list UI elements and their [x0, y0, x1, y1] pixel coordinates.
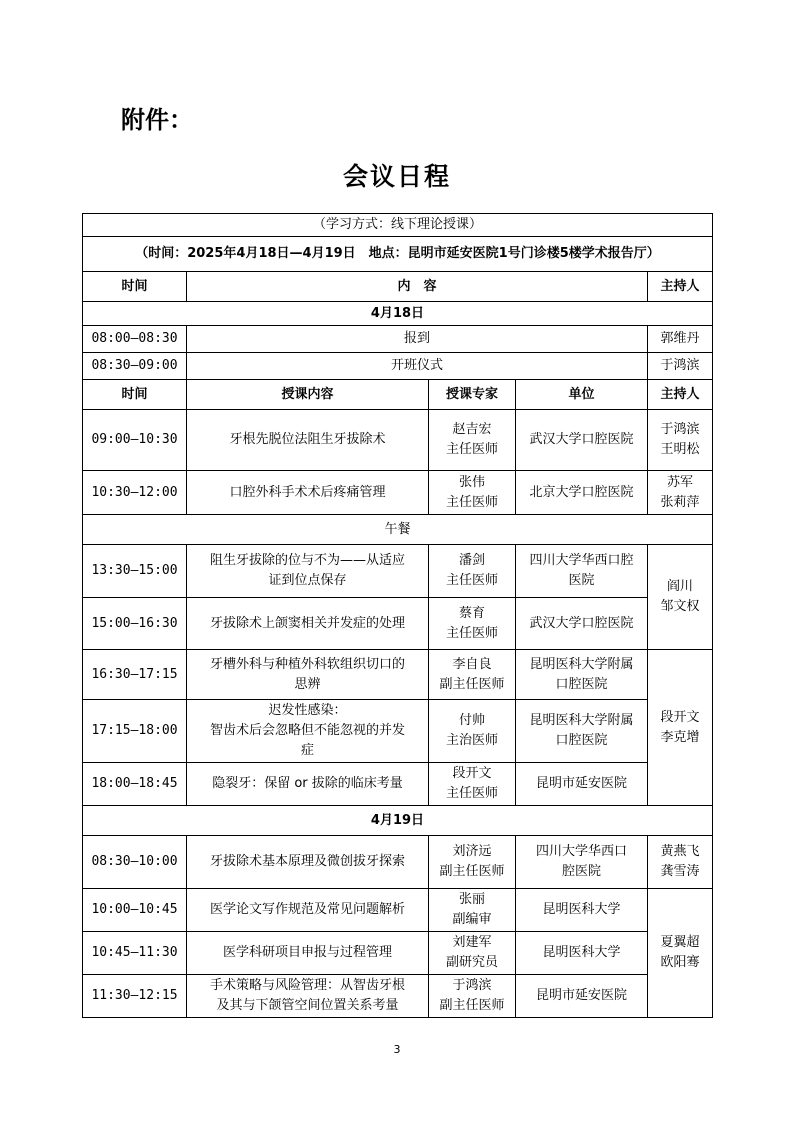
- session-host: [648, 836, 713, 889]
- host-name: 苏军: [666, 474, 693, 490]
- table-row: [83, 326, 713, 353]
- learning-mode-row: [83, 214, 713, 237]
- header-host: 主持人: [648, 380, 713, 410]
- session-unit: 武汉大学口腔医院: [516, 410, 648, 471]
- session-expert: [429, 410, 516, 471]
- header-host: 主持人: [648, 272, 713, 302]
- session-time: 16:30—17:15: [83, 650, 187, 700]
- expert-name: 潘剑: [458, 553, 485, 568]
- date-row: [83, 806, 713, 836]
- expert-title: 主任医师: [445, 573, 498, 588]
- session-content: 报到: [187, 326, 648, 353]
- table-row: [83, 353, 713, 380]
- session-time: 11:30—12:15: [83, 975, 187, 1018]
- session-unit: [516, 836, 648, 889]
- session-host: 于鸿滨: [648, 353, 713, 380]
- session-time: 17:15—18:00: [83, 700, 187, 763]
- session-content: 开班仪式: [187, 353, 648, 380]
- unit-line: 昆明医科大学附属: [529, 713, 634, 728]
- header-lecture: 授课内容: [187, 380, 429, 410]
- session-host: [648, 650, 713, 806]
- expert-name: 刘建军: [452, 935, 492, 950]
- host-name: 张莉萍: [660, 494, 700, 510]
- session-unit: 武汉大学口腔医院: [516, 598, 648, 650]
- session-unit: [516, 700, 648, 763]
- session-time: 08:30—09:00: [83, 353, 187, 380]
- content-line: 迟发性感染：: [268, 703, 347, 718]
- appendix-label: 附件：: [121, 106, 193, 134]
- host-name: 阎川: [666, 579, 693, 594]
- header-content: 内 容: [187, 272, 648, 302]
- unit-line: 口腔医院: [555, 733, 608, 748]
- event-info-row: [83, 237, 713, 272]
- unit-line: 口腔医院: [555, 676, 608, 692]
- session-expert: [429, 763, 516, 806]
- expert-name: 段开文: [452, 766, 492, 781]
- header-unit: 单位: [516, 380, 648, 410]
- expert-name: 赵吉宏: [452, 422, 492, 437]
- unit-line: 昆明医科大学附属: [529, 656, 634, 672]
- session-time: 08:00—08:30: [83, 326, 187, 353]
- session-content: [187, 700, 429, 763]
- session-time: 10:00—10:45: [83, 889, 187, 932]
- expert-title: 副主任医师: [439, 864, 505, 879]
- host-name: 于鸿滨: [660, 422, 700, 437]
- page-number: 3: [393, 1043, 401, 1056]
- session-unit: 昆明医科大学: [516, 932, 648, 975]
- unit-line: 医院: [568, 573, 595, 588]
- host-name: 欧阳骞: [660, 955, 700, 970]
- header-time: 时间: [83, 380, 187, 410]
- expert-title: 副研究员: [445, 955, 498, 970]
- header-time: 时间: [83, 272, 187, 302]
- session-expert: [429, 975, 516, 1018]
- table-row: [83, 932, 713, 975]
- session-time: 15:00—16:30: [83, 598, 187, 650]
- unit-line: 腔医院: [561, 864, 601, 879]
- table-row: [83, 836, 713, 889]
- content-line: 手术策略与风险管理：从智齿牙根: [209, 978, 405, 993]
- header-row-1: [83, 272, 713, 302]
- session-expert: [429, 700, 516, 763]
- event-info: （时间：2025年4月18日—4月19日 地点：昆明市延安医院1号门诊楼5楼学术报告厅）: [83, 237, 713, 272]
- session-expert: [429, 471, 516, 515]
- session-unit: 北京大学口腔医院: [516, 471, 648, 515]
- session-expert: [429, 889, 516, 932]
- table-row: [83, 471, 713, 515]
- session-time: 18:00—18:45: [83, 763, 187, 806]
- expert-name: 付帅: [458, 713, 485, 728]
- expert-name: 刘济远: [452, 844, 492, 859]
- content-line: 智齿术后会忽略但不能忽视的并发: [209, 723, 405, 738]
- table-row: [83, 975, 713, 1018]
- host-name: 李克增: [660, 729, 700, 745]
- session-host: [648, 545, 713, 650]
- unit-line: 四川大学华西口腔: [529, 553, 634, 568]
- content-line: 症: [300, 743, 314, 758]
- content-line: 牙槽外科与种植外科软组织切口的: [209, 656, 405, 672]
- expert-name: 张伟: [458, 474, 485, 490]
- session-content: 牙根先脱位法阻生牙拔除术: [187, 410, 429, 471]
- session-content: 隐裂牙：保留 or 拔除的临床考量: [187, 763, 429, 806]
- session-time: 08:30—10:00: [83, 836, 187, 889]
- expert-title: 主任医师: [445, 494, 498, 510]
- unit-line: 四川大学华西口: [535, 844, 627, 859]
- session-time: 10:30—12:00: [83, 471, 187, 515]
- session-expert: [429, 932, 516, 975]
- host-name: 黄燕飞: [660, 844, 700, 859]
- session-content: 牙拔除术上颌窦相关并发症的处理: [187, 598, 429, 650]
- expert-title: 主任医师: [445, 625, 498, 641]
- table-row: [83, 763, 713, 806]
- session-content: 牙拔除术基本原理及微创拔牙探索: [187, 836, 429, 889]
- lunch-break: 午餐: [83, 515, 713, 545]
- expert-title: 副编审: [452, 912, 492, 927]
- content-line: 及其与下颌管空间位置关系考量: [216, 998, 399, 1013]
- expert-name: 李自良: [452, 656, 492, 672]
- schedule-table: [82, 213, 713, 1018]
- header-row-2: [83, 380, 713, 410]
- session-content: [187, 545, 429, 598]
- session-content: 医学论文写作规范及常见问题解析: [187, 889, 429, 932]
- session-content: [187, 650, 429, 700]
- header-expert: 授课专家: [429, 380, 516, 410]
- table-row: [83, 545, 713, 598]
- host-name: 段开文: [660, 709, 700, 725]
- session-unit: 昆明医科大学: [516, 889, 648, 932]
- expert-name: 蔡育: [458, 605, 485, 621]
- date-day1: 4月18日: [83, 302, 713, 326]
- table-row: [83, 650, 713, 700]
- host-name: 夏翼超: [660, 935, 700, 950]
- session-content: 口腔外科手术术后疼痛管理: [187, 471, 429, 515]
- session-expert: [429, 598, 516, 650]
- host-name: 龚雪涛: [660, 864, 700, 879]
- session-content: 医学科研项目申报与过程管理: [187, 932, 429, 975]
- expert-name: 张丽: [458, 892, 485, 907]
- expert-title: 副主任医师: [439, 998, 505, 1013]
- session-time: 13:30—15:00: [83, 545, 187, 598]
- table-row: [83, 410, 713, 471]
- content-line: 阻生牙拔除的位与不为——从适应: [209, 553, 405, 568]
- session-expert: [429, 836, 516, 889]
- expert-title: 主任医师: [445, 442, 498, 457]
- expert-title: 主任医师: [445, 786, 498, 801]
- session-host: 郭维丹: [648, 326, 713, 353]
- session-unit: 昆明市延安医院: [516, 975, 648, 1018]
- session-unit: 昆明市延安医院: [516, 763, 648, 806]
- expert-title: 主治医师: [445, 733, 498, 748]
- content-line: 思辨: [294, 676, 321, 692]
- expert-name: 于鸿滨: [452, 978, 492, 993]
- session-host: [648, 410, 713, 471]
- session-host: [648, 889, 713, 1018]
- table-row: [83, 700, 713, 763]
- page-title: 会议日程: [342, 162, 451, 191]
- session-time: 09:00—10:30: [83, 410, 187, 471]
- lunch-row: [83, 515, 713, 545]
- table-row: [83, 889, 713, 932]
- learning-mode: （学习方式：线下理论授课）: [83, 214, 713, 237]
- content-line: 证到位点保存: [268, 573, 347, 588]
- date-day2: 4月19日: [83, 806, 713, 836]
- session-expert: [429, 650, 516, 700]
- session-time: 10:45—11:30: [83, 932, 187, 975]
- date-row: [83, 302, 713, 326]
- session-unit: [516, 545, 648, 598]
- table-row: [83, 598, 713, 650]
- session-expert: [429, 545, 516, 598]
- session-host: [648, 471, 713, 515]
- host-name: 王明松: [660, 442, 700, 457]
- host-name: 邹文权: [660, 599, 700, 614]
- session-content: [187, 975, 429, 1018]
- session-unit: [516, 650, 648, 700]
- expert-title: 副主任医师: [439, 676, 505, 692]
